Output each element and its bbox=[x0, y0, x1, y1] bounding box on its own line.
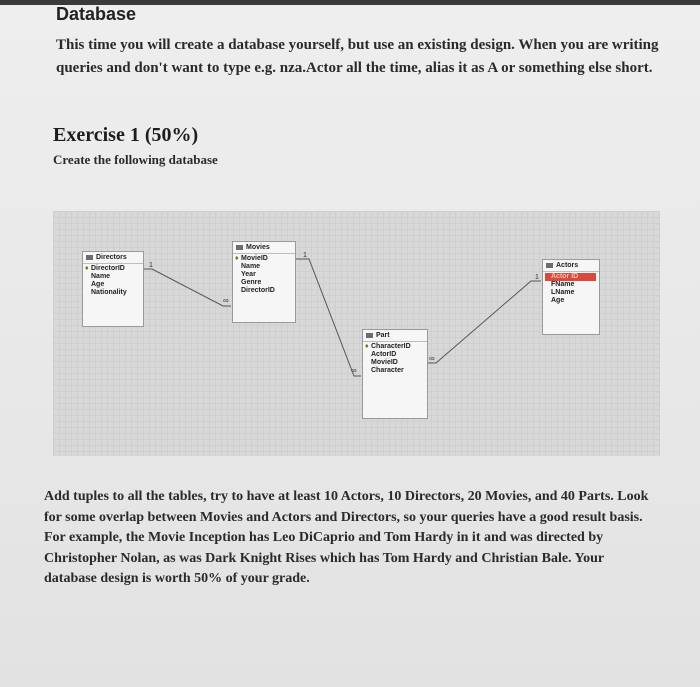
table-name-directors: Directors bbox=[96, 254, 127, 261]
exercise-title: Exercise 1 (50%) bbox=[53, 124, 199, 146]
field-character: Character bbox=[371, 367, 404, 374]
relation-line-movies-part bbox=[293, 259, 361, 376]
field-movieid: MovieID bbox=[371, 359, 398, 366]
table-name-part: Part bbox=[376, 332, 390, 339]
key-icon: ♦ bbox=[85, 265, 89, 272]
field-year: Year bbox=[241, 271, 256, 278]
relation-one-label-3: 1 bbox=[535, 274, 539, 281]
field-name: Name bbox=[241, 263, 261, 270]
table-part bbox=[362, 329, 428, 419]
section-heading: Database bbox=[56, 4, 137, 24]
field-nationality: Nationality bbox=[91, 289, 127, 296]
table-icon bbox=[86, 255, 93, 260]
field-fname: FName bbox=[551, 281, 575, 288]
table-name-actors: Actors bbox=[556, 262, 579, 269]
table-movies bbox=[232, 241, 296, 323]
relation-line-actors-part bbox=[426, 281, 541, 363]
relation-one-label-1: 1 bbox=[149, 262, 153, 269]
table-icon bbox=[546, 263, 553, 268]
field-name: Name bbox=[91, 273, 111, 280]
relation-many-label-1: ∞ bbox=[223, 296, 229, 305]
key-icon: ♦ bbox=[365, 343, 369, 350]
relation-one-label-2: 1 bbox=[303, 252, 307, 259]
key-icon: ♦ bbox=[235, 255, 239, 262]
field-age: Age bbox=[91, 281, 105, 288]
intro-paragraph: This time you will create a database yourself, but use an existing design. When you are writing queries and don't want to type e.g. nza.Actor all the time, alias it as A or something else short. bbox=[56, 37, 659, 76]
table-directors bbox=[82, 251, 144, 327]
field-age: Age bbox=[551, 297, 565, 304]
table-name-movies: Movies bbox=[246, 244, 270, 251]
field-movieid: ♦ MovieID bbox=[235, 255, 268, 262]
field-genre: Genre bbox=[241, 279, 262, 286]
field-characterid: ♦ CharacterID bbox=[365, 343, 411, 350]
relation-line-directors-movies bbox=[141, 269, 231, 306]
table-icon bbox=[366, 333, 373, 338]
field-directorid: ♦ DirectorID bbox=[85, 265, 125, 272]
er-diagram bbox=[53, 211, 660, 456]
table-icon bbox=[236, 245, 243, 250]
field-actorid: ActorID bbox=[371, 351, 397, 358]
relation-many-label-2: ∞ bbox=[351, 366, 357, 375]
relation-many-label-3: ∞ bbox=[429, 354, 435, 363]
field-actor-id-selected: Actor ID bbox=[545, 273, 596, 281]
instructions-paragraph: Add tuples to all the tables, try to have at least 10 Actors, 10 Directors, 20 Movies, and 40 Parts. Look for some overlap between Movies and Actors and Directors, so your queries have a good result basis. For example, the Movie Inception has Leo DiCaprio and Tom Hardy in it and was directed by Christopher Nolan, as was Dark Knight Rises which has Tom Hardy and Christian Bale. Your database design is worth 50% of your grade. bbox=[44, 489, 649, 586]
table-actors bbox=[542, 259, 600, 335]
field-directorid: DirectorID bbox=[241, 287, 275, 294]
exercise-subtitle: Create the following database bbox=[53, 152, 218, 167]
field-lname: LName bbox=[551, 289, 575, 296]
